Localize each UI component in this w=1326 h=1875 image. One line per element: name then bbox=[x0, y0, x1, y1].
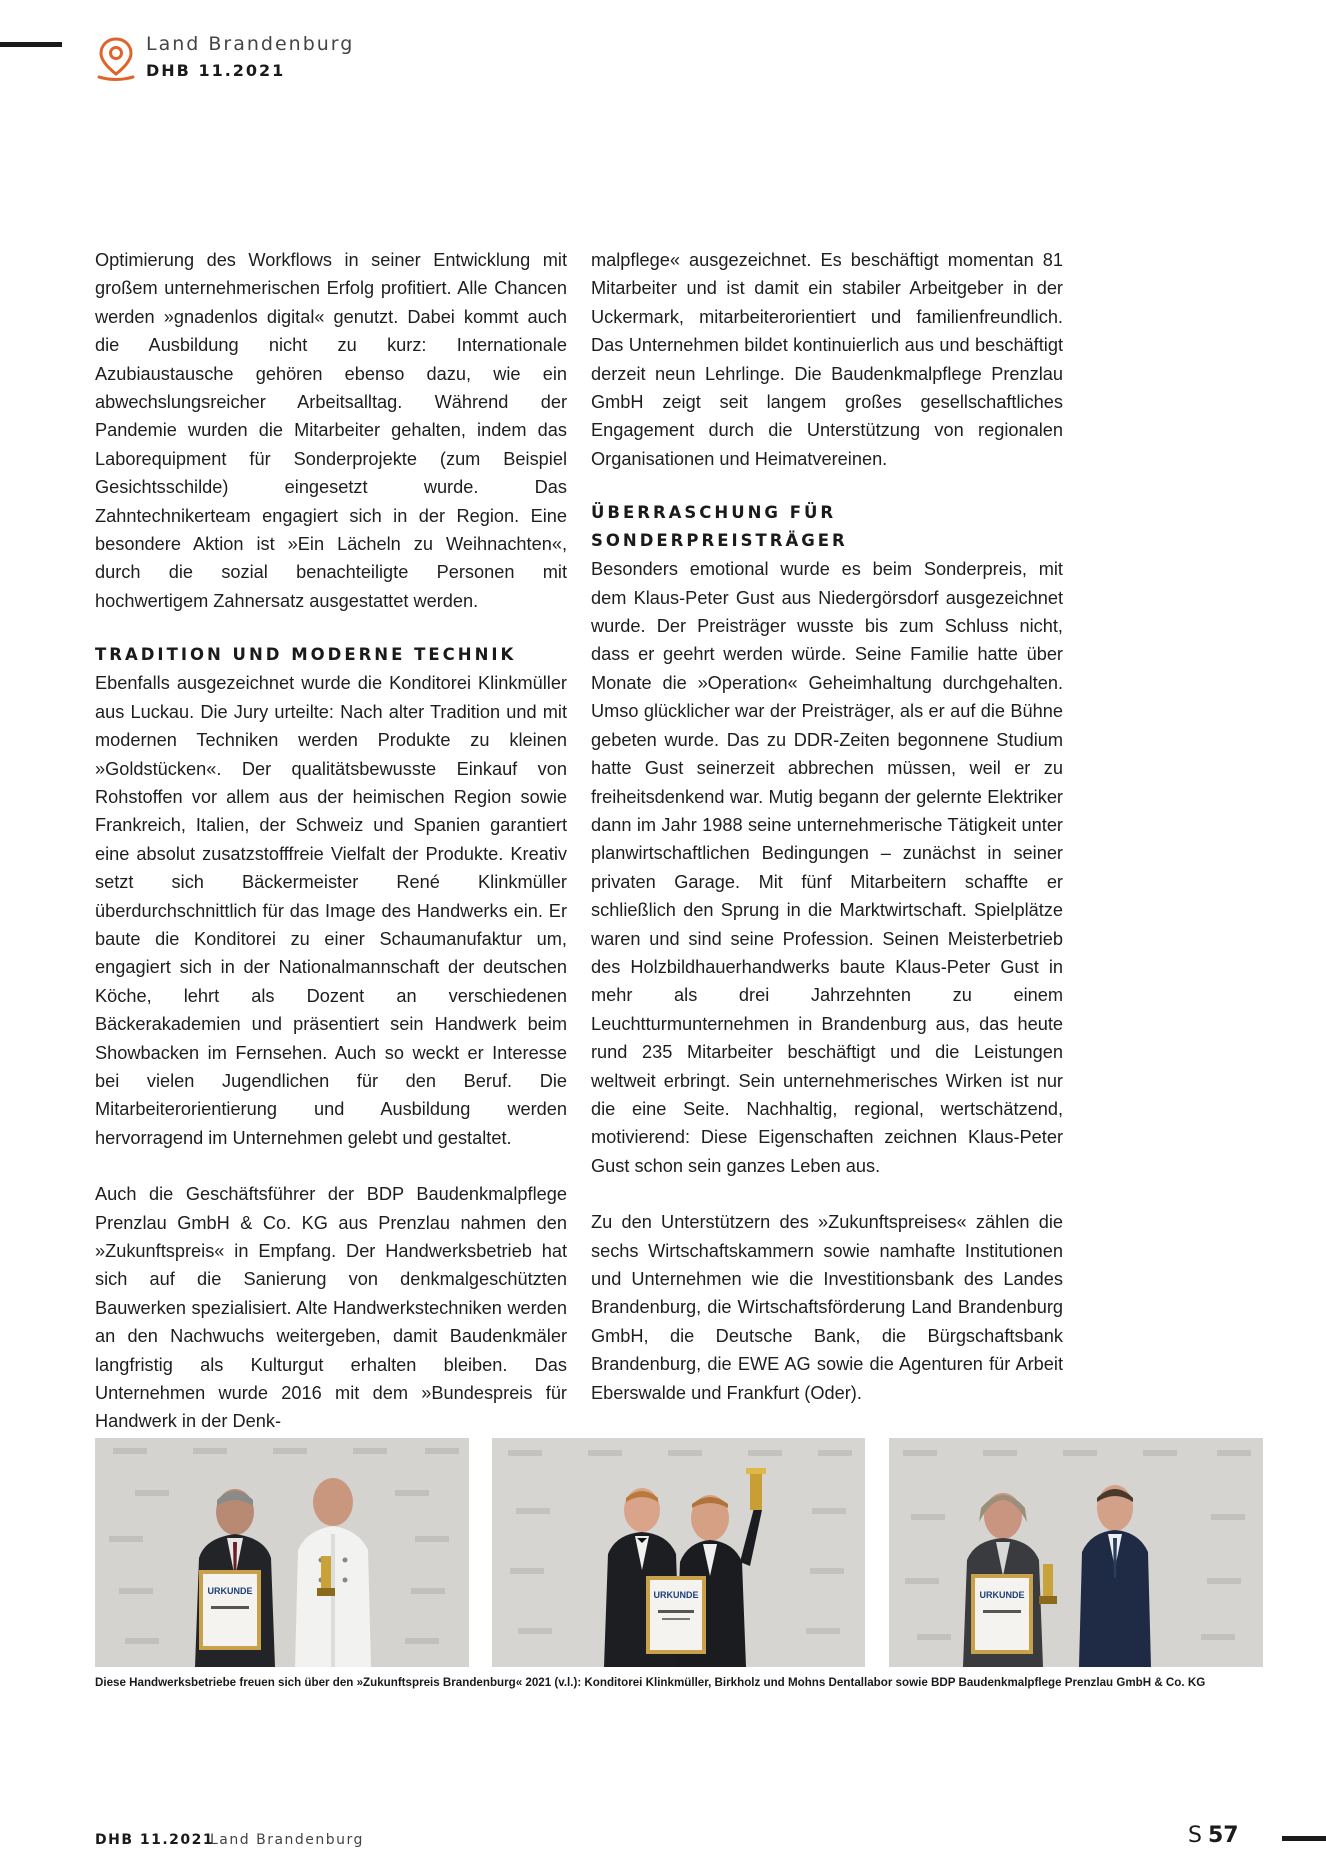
header-rule bbox=[0, 42, 62, 47]
header-issue: DHB 11.2021 bbox=[146, 61, 286, 80]
header-region: Land Brandenburg bbox=[146, 33, 355, 55]
page-number-value: 57 bbox=[1207, 1823, 1239, 1848]
certificate-label: URKUNDE bbox=[653, 1590, 699, 1600]
paragraph: Ebenfalls ausgezeichnet wurde die Konditorei Klinkmüller aus Luckau. Die Jury urteilte: Nach alter Tradition und mit modernen Techniken werden Produkte zu kleinen »Goldstücken«. Der qualitätsbewusste Einkauf von Rohstoffen vor allem aus der heimischen Region sowie Frankreich, Italien, der Schweiz und Spanien garantiert eine absolut zusatzstofffreie Vielfalt der Produkte. Kreativ setzt sich Bäckermeister René Klinkmüller überdurchschnittlich für das Image des Handwerks ein. Er baute die Konditorei zu einer Schaumanufaktur um, engagiert sich in der Nationalmannschaft der deutschen Köche, lehrt als Dozent an verschiedenen Bäckerakademien und präsentiert sein Handwerk beim Showbacken im Fernsehen. Auch so weckt er Interesse bei vielen Jugendlichen für den Beruf. Die Mitarbeiterorientierung und Ausbildung werden hervorragend im Unternehmen gelebt und gestaltet. bbox=[95, 673, 567, 1148]
award-photo-1 bbox=[95, 1438, 469, 1667]
award-photo-3 bbox=[889, 1438, 1263, 1667]
award-photo-2 bbox=[492, 1438, 865, 1667]
right-column bbox=[591, 246, 1063, 1407]
paragraph: Besonders emotional wurde es beim Sonderpreis, mit dem Klaus-Peter Gust aus Niedergörsdorf ausgezeichnet wurde. Der Preisträger wusste bis zum Schluss nicht, dass er geehrt werden würde. Seine Familie hatte über Monate die »Operation« Geheimhaltung durchgehalten. Umso glücklicher war der Preisträger, als er auf die Bühne gebeten wurde. Das zu DDR-Zeiten begonnene Studium hatte Gust seinerzeit abbrechen müssen, weil er zu freiheitsdenkend war. Mutig begann der gelernte Elektriker dann im Jahr 1988 seine unternehmerische Tätigkeit unter planwirtschaftlichen Bedingungen – zunächst in seiner privaten Garage. Mit fünf Mitarbeitern schaffte er schließlich den Sprung in die Marktwirtschaft. Spielplätze waren und sind seine Profession. Seinen Meisterbetrieb des Holzbildhauerhandwerks baute Klaus-Peter Gust in mehr als drei Jahrzehnten zu einem Leuchtturmunternehmen in Brandenburg aus, das heute rund 235 Mitarbeiter beschäftigt und die Leistungen weltweit erbringt. Sein unternehmerisches Wirken ist nur die eine Seite. Nachhaltig, regional, wertschätzend, motivierend: Diese Eigenschaften zeichnen Klaus-Peter Gust schon sein ganzes Leben aus. bbox=[591, 559, 1063, 1176]
page-number bbox=[1188, 1823, 1239, 1848]
certificate-label: URKUNDE bbox=[979, 1590, 1025, 1600]
page-prefix: S bbox=[1188, 1823, 1202, 1848]
certificate-label: URKUNDE bbox=[207, 1586, 253, 1596]
photo-caption: Diese Handwerksbetriebe freuen sich über den »Zukunftspreis Brandenburg« 2021 (v.l.): Konditorei Klinkmüller, Birkholz und Mohns Dentallabor sowie BDP Baudenkmalpflege Prenzlau GmbH & Co. KG bbox=[95, 1676, 1206, 1689]
footer-issue: DHB 11.2021 bbox=[95, 1832, 215, 1848]
paragraph: Auch die Geschäftsführer der BDP Baudenkmalpflege Prenzlau GmbH & Co. KG aus Prenzlau nahmen den »Zukunftspreis« in Empfang. Der Handwerksbetrieb hat sich auf die Sanierung von denkmalgeschützten Bauwerken spezialisiert. Alte Handwerkstechniken werden an den Nachwuchs weitergeben, damit Baudenkmäler langfristig als Kulturgut erhalten bleiben. Das Unternehmen wurde 2016 mit dem »Bundespreis für Handwerk in der Denk- bbox=[95, 1184, 567, 1432]
footer-rule bbox=[1282, 1836, 1326, 1841]
paragraph: malpflege« ausgezeichnet. Es beschäftigt momentan 81 Mitarbeiter und ist damit ein stabiler Arbeitgeber in der Uckermark, mitarbeiterorientiert und familienfreundlich. Das Unternehmen bildet kontinuierlich aus und beschäftigt derzeit neun Lehrlinge. Die Baudenkmalpflege Prenzlau GmbH zeigt seit langem großes gesellschaftliches Engagement durch die Unterstützung von regionalen Organisationen und Heimatvereinen. bbox=[591, 250, 1063, 469]
paragraph: Optimierung des Workflows in seiner Entwicklung mit großem unternehmerischen Erfolg profitiert. Alle Chancen werden »gnadenlos digital« genutzt. Dabei kommt auch die Ausbildung nicht zu kurz: Internationale Azubiaustausche gehören ebenso dazu, wie ein abwechslungsreicher Arbeitsalltag. Während der Pandemie wurden die Mitarbeiter gehalten, indem das Laborequipment für Sonderprojekte (zum Beispiel Gesichtsschilde) eingesetzt wurde. Das Zahntechnikerteam engagiert sich in der Region. Eine besondere Aktion ist »Ein Lächeln zu Weihnachten«, durch die sozial benachteiligte Personen mit hochwertigem Zahnersatz ausgestattet werden. bbox=[95, 250, 567, 611]
paragraph: Zu den Unterstützern des »Zukunftspreises« zählen die sechs Wirtschaftskammern sowie namhafte Institutionen und Unternehmen wie die Investitionsbank des Landes Brandenburg, die Wirtschaftsförderung Land Brandenburg GmbH, die Deutsche Bank, die Bürgschaftsbank Brandenburg, die EWE AG sowie die Agenturen für Arbeit Eberswalde und Frankfurt (Oder). bbox=[591, 1212, 1063, 1403]
left-column bbox=[95, 246, 567, 1436]
section-heading: ÜBERRASCHUNG FÜR SONDERPREISTRÄGER bbox=[591, 503, 848, 551]
location-pin-icon bbox=[96, 36, 136, 82]
footer-region: Land Brandenburg bbox=[210, 1832, 364, 1848]
section-heading: TRADITION UND MODERNE TECHNIK bbox=[95, 645, 517, 665]
